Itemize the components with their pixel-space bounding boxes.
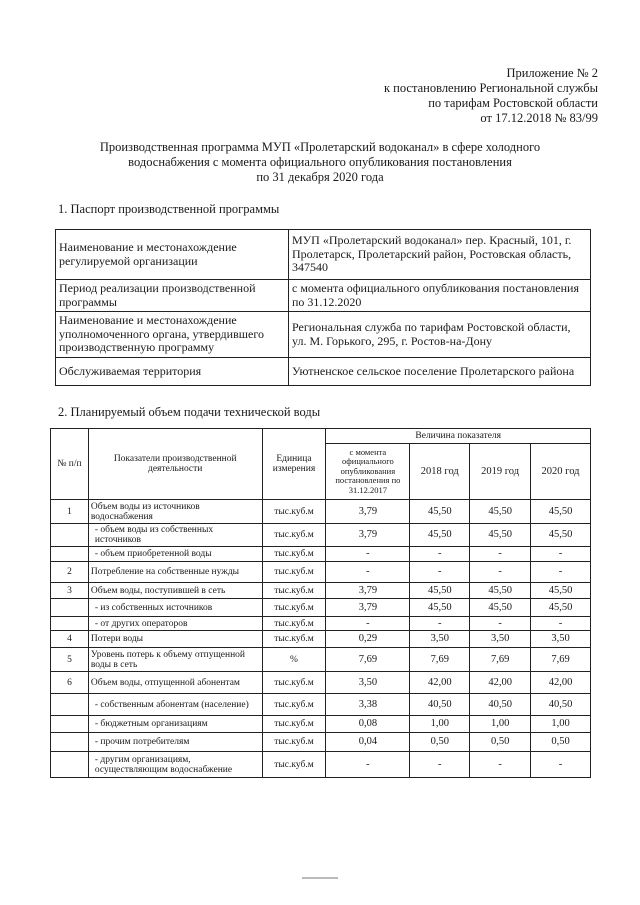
row-value: 45,50 xyxy=(531,583,591,599)
row-value: 7,69 xyxy=(470,648,531,672)
title-line: по 31 декабря 2020 года xyxy=(256,170,384,184)
row-indicator: - из собственных источников xyxy=(88,599,262,617)
row-value: 42,00 xyxy=(410,672,470,694)
row-unit: тыс.куб.м xyxy=(262,672,326,694)
row-unit: тыс.куб.м xyxy=(262,631,326,648)
row-value: 7,69 xyxy=(410,648,470,672)
row-value: 40,50 xyxy=(470,694,531,716)
row-value: 45,50 xyxy=(410,524,470,547)
row-unit: тыс.куб.м xyxy=(262,617,326,631)
row-num xyxy=(51,694,89,716)
row-value: 3,50 xyxy=(326,672,410,694)
document-title xyxy=(60,140,580,185)
volume-table-body xyxy=(51,500,591,778)
row-unit: % xyxy=(262,648,326,672)
row-value: - xyxy=(531,617,591,631)
row-num xyxy=(51,617,89,631)
row-value: 45,50 xyxy=(410,599,470,617)
table-row xyxy=(51,631,591,648)
row-value: 7,69 xyxy=(531,648,591,672)
row-value: 3,79 xyxy=(326,500,410,524)
table-row xyxy=(51,524,591,547)
row-unit: тыс.куб.м xyxy=(262,562,326,583)
table-row xyxy=(51,648,591,672)
passport-label: Обслуживаемая территория xyxy=(56,358,289,386)
row-value: 3,50 xyxy=(531,631,591,648)
row-indicator: - бюджетным организациям xyxy=(88,716,262,733)
row-value: 1,00 xyxy=(470,716,531,733)
header-2020: 2020 год xyxy=(531,444,591,500)
table-header-row xyxy=(51,429,591,444)
header-unit: Единица измерения xyxy=(262,429,326,500)
row-value: 3,79 xyxy=(326,583,410,599)
row-value: 42,00 xyxy=(470,672,531,694)
table-row xyxy=(56,280,591,312)
table-row xyxy=(51,716,591,733)
section-heading-volume: 2. Планируемый объем подачи технической воды xyxy=(58,405,321,419)
row-num xyxy=(51,547,89,562)
row-unit: тыс.куб.м xyxy=(262,716,326,733)
table-row xyxy=(51,672,591,694)
row-indicator: - от других операторов xyxy=(88,617,262,631)
row-unit: тыс.куб.м xyxy=(262,524,326,547)
table-row xyxy=(51,547,591,562)
scan-mark xyxy=(302,877,338,879)
row-value: 1,00 xyxy=(531,716,591,733)
row-unit: тыс.куб.м xyxy=(262,500,326,524)
header-period: с момента официального опубликования постановления по 31.12.2017 xyxy=(326,444,410,500)
row-value: - xyxy=(410,562,470,583)
row-indicator: - объем воды из собственных источников xyxy=(88,524,262,547)
row-value: - xyxy=(326,752,410,778)
row-value: 45,50 xyxy=(470,500,531,524)
row-indicator: Потребление на собственные нужды xyxy=(88,562,262,583)
row-num: 2 xyxy=(51,562,89,583)
row-value: 45,50 xyxy=(470,583,531,599)
title-line: Производственная программа МУП «Пролетарский водоканал» в сфере холодного xyxy=(99,140,541,154)
row-value: - xyxy=(326,562,410,583)
row-unit: тыс.куб.м xyxy=(262,599,326,617)
row-value: 3,38 xyxy=(326,694,410,716)
row-unit: тыс.куб.м xyxy=(262,733,326,752)
row-value: 45,50 xyxy=(470,599,531,617)
appendix-line: Приложение № 2 xyxy=(506,66,598,80)
passport-value: Региональная служба по тарифам Ростовской области, ул. М. Горького, 295, г. Ростов-на-Дону xyxy=(289,312,591,358)
row-value: 1,00 xyxy=(410,716,470,733)
section-heading-passport: 1. Паспорт производственной программы xyxy=(58,202,280,216)
row-indicator: Потери воды xyxy=(88,631,262,648)
table-row xyxy=(51,752,591,778)
row-num xyxy=(51,716,89,733)
row-value: - xyxy=(470,617,531,631)
row-value: 3,79 xyxy=(326,524,410,547)
row-num xyxy=(51,599,89,617)
row-value: 45,50 xyxy=(531,524,591,547)
row-indicator: - другим организациям, осуществляющим водоснабжение xyxy=(88,752,262,778)
title-line: водоснабжения с момента официального опубликования постановления xyxy=(128,155,512,169)
table-row xyxy=(51,617,591,631)
row-value: 3,50 xyxy=(410,631,470,648)
row-value: - xyxy=(531,547,591,562)
table-row xyxy=(51,583,591,599)
header-2019: 2019 год xyxy=(470,444,531,500)
row-value: 0,29 xyxy=(326,631,410,648)
row-value: 7,69 xyxy=(326,648,410,672)
row-value: 40,50 xyxy=(410,694,470,716)
row-value: 45,50 xyxy=(410,583,470,599)
row-num xyxy=(51,733,89,752)
table-row xyxy=(56,358,591,386)
volume-table xyxy=(50,428,591,778)
row-num: 1 xyxy=(51,500,89,524)
row-value: 40,50 xyxy=(531,694,591,716)
row-indicator: Объем воды, поступившей в сеть xyxy=(88,583,262,599)
row-value: 0,04 xyxy=(326,733,410,752)
row-value: 0,50 xyxy=(470,733,531,752)
table-row xyxy=(51,733,591,752)
appendix-line: к постановлению Региональной службы xyxy=(383,81,598,95)
header-num: № п/п xyxy=(51,429,89,500)
row-indicator: Объем воды, отпущенной абонентам xyxy=(88,672,262,694)
row-indicator: - собственным абонентам (население) xyxy=(88,694,262,716)
row-value: 0,50 xyxy=(410,733,470,752)
passport-label: Период реализации производственной программы xyxy=(56,280,289,312)
row-value: - xyxy=(470,547,531,562)
table-row xyxy=(51,562,591,583)
table-row xyxy=(51,500,591,524)
row-num: 4 xyxy=(51,631,89,648)
table-row xyxy=(51,599,591,617)
row-value: 42,00 xyxy=(531,672,591,694)
appendix-line: от 17.12.2018 № 83/99 xyxy=(480,111,598,125)
row-value: - xyxy=(410,617,470,631)
row-value: 45,50 xyxy=(531,500,591,524)
row-value: 45,50 xyxy=(470,524,531,547)
row-value: - xyxy=(470,752,531,778)
row-value: 0,08 xyxy=(326,716,410,733)
passport-table xyxy=(55,229,591,386)
row-value: 3,79 xyxy=(326,599,410,617)
header-value-group: Величина показателя xyxy=(326,429,591,444)
row-indicator: - объем приобретенной воды xyxy=(88,547,262,562)
table-row xyxy=(56,230,591,280)
header-indicator: Показатели производственной деятельности xyxy=(88,429,262,500)
passport-value: с момента официального опубликования постановления по 31.12.2020 xyxy=(289,280,591,312)
row-num: 6 xyxy=(51,672,89,694)
row-unit: тыс.куб.м xyxy=(262,583,326,599)
appendix-line: по тарифам Ростовской области xyxy=(428,96,598,110)
passport-value: МУП «Пролетарский водоканал» пер. Красный, 101, г. Пролетарск, Пролетарский район, Ростовская область, 347540 xyxy=(289,230,591,280)
row-indicator: - прочим потребителям xyxy=(88,733,262,752)
header-2018: 2018 год xyxy=(410,444,470,500)
row-value: - xyxy=(531,752,591,778)
row-unit: тыс.куб.м xyxy=(262,752,326,778)
row-num: 5 xyxy=(51,648,89,672)
passport-label: Наименование и местонахождение регулируемой организации xyxy=(56,230,289,280)
passport-label: Наименование и местонахождение уполномоченного органа, утвердившего производственную программу xyxy=(56,312,289,358)
row-value: - xyxy=(531,562,591,583)
row-num: 3 xyxy=(51,583,89,599)
row-indicator: Объем воды из источников водоснабжения xyxy=(88,500,262,524)
row-unit: тыс.куб.м xyxy=(262,547,326,562)
table-row xyxy=(51,694,591,716)
row-value: - xyxy=(410,752,470,778)
row-value: 3,50 xyxy=(470,631,531,648)
appendix-block xyxy=(384,66,598,126)
table-row xyxy=(56,312,591,358)
row-value: 45,50 xyxy=(531,599,591,617)
row-indicator: Уровень потерь к объему отпущенной воды в сеть xyxy=(88,648,262,672)
passport-value: Уютненское сельское поселение Пролетарского района xyxy=(289,358,591,386)
row-value: - xyxy=(410,547,470,562)
row-num xyxy=(51,524,89,547)
row-value: 0,50 xyxy=(531,733,591,752)
row-value: 45,50 xyxy=(410,500,470,524)
row-num xyxy=(51,752,89,778)
row-value: - xyxy=(326,547,410,562)
row-value: - xyxy=(326,617,410,631)
row-unit: тыс.куб.м xyxy=(262,694,326,716)
row-value: - xyxy=(470,562,531,583)
